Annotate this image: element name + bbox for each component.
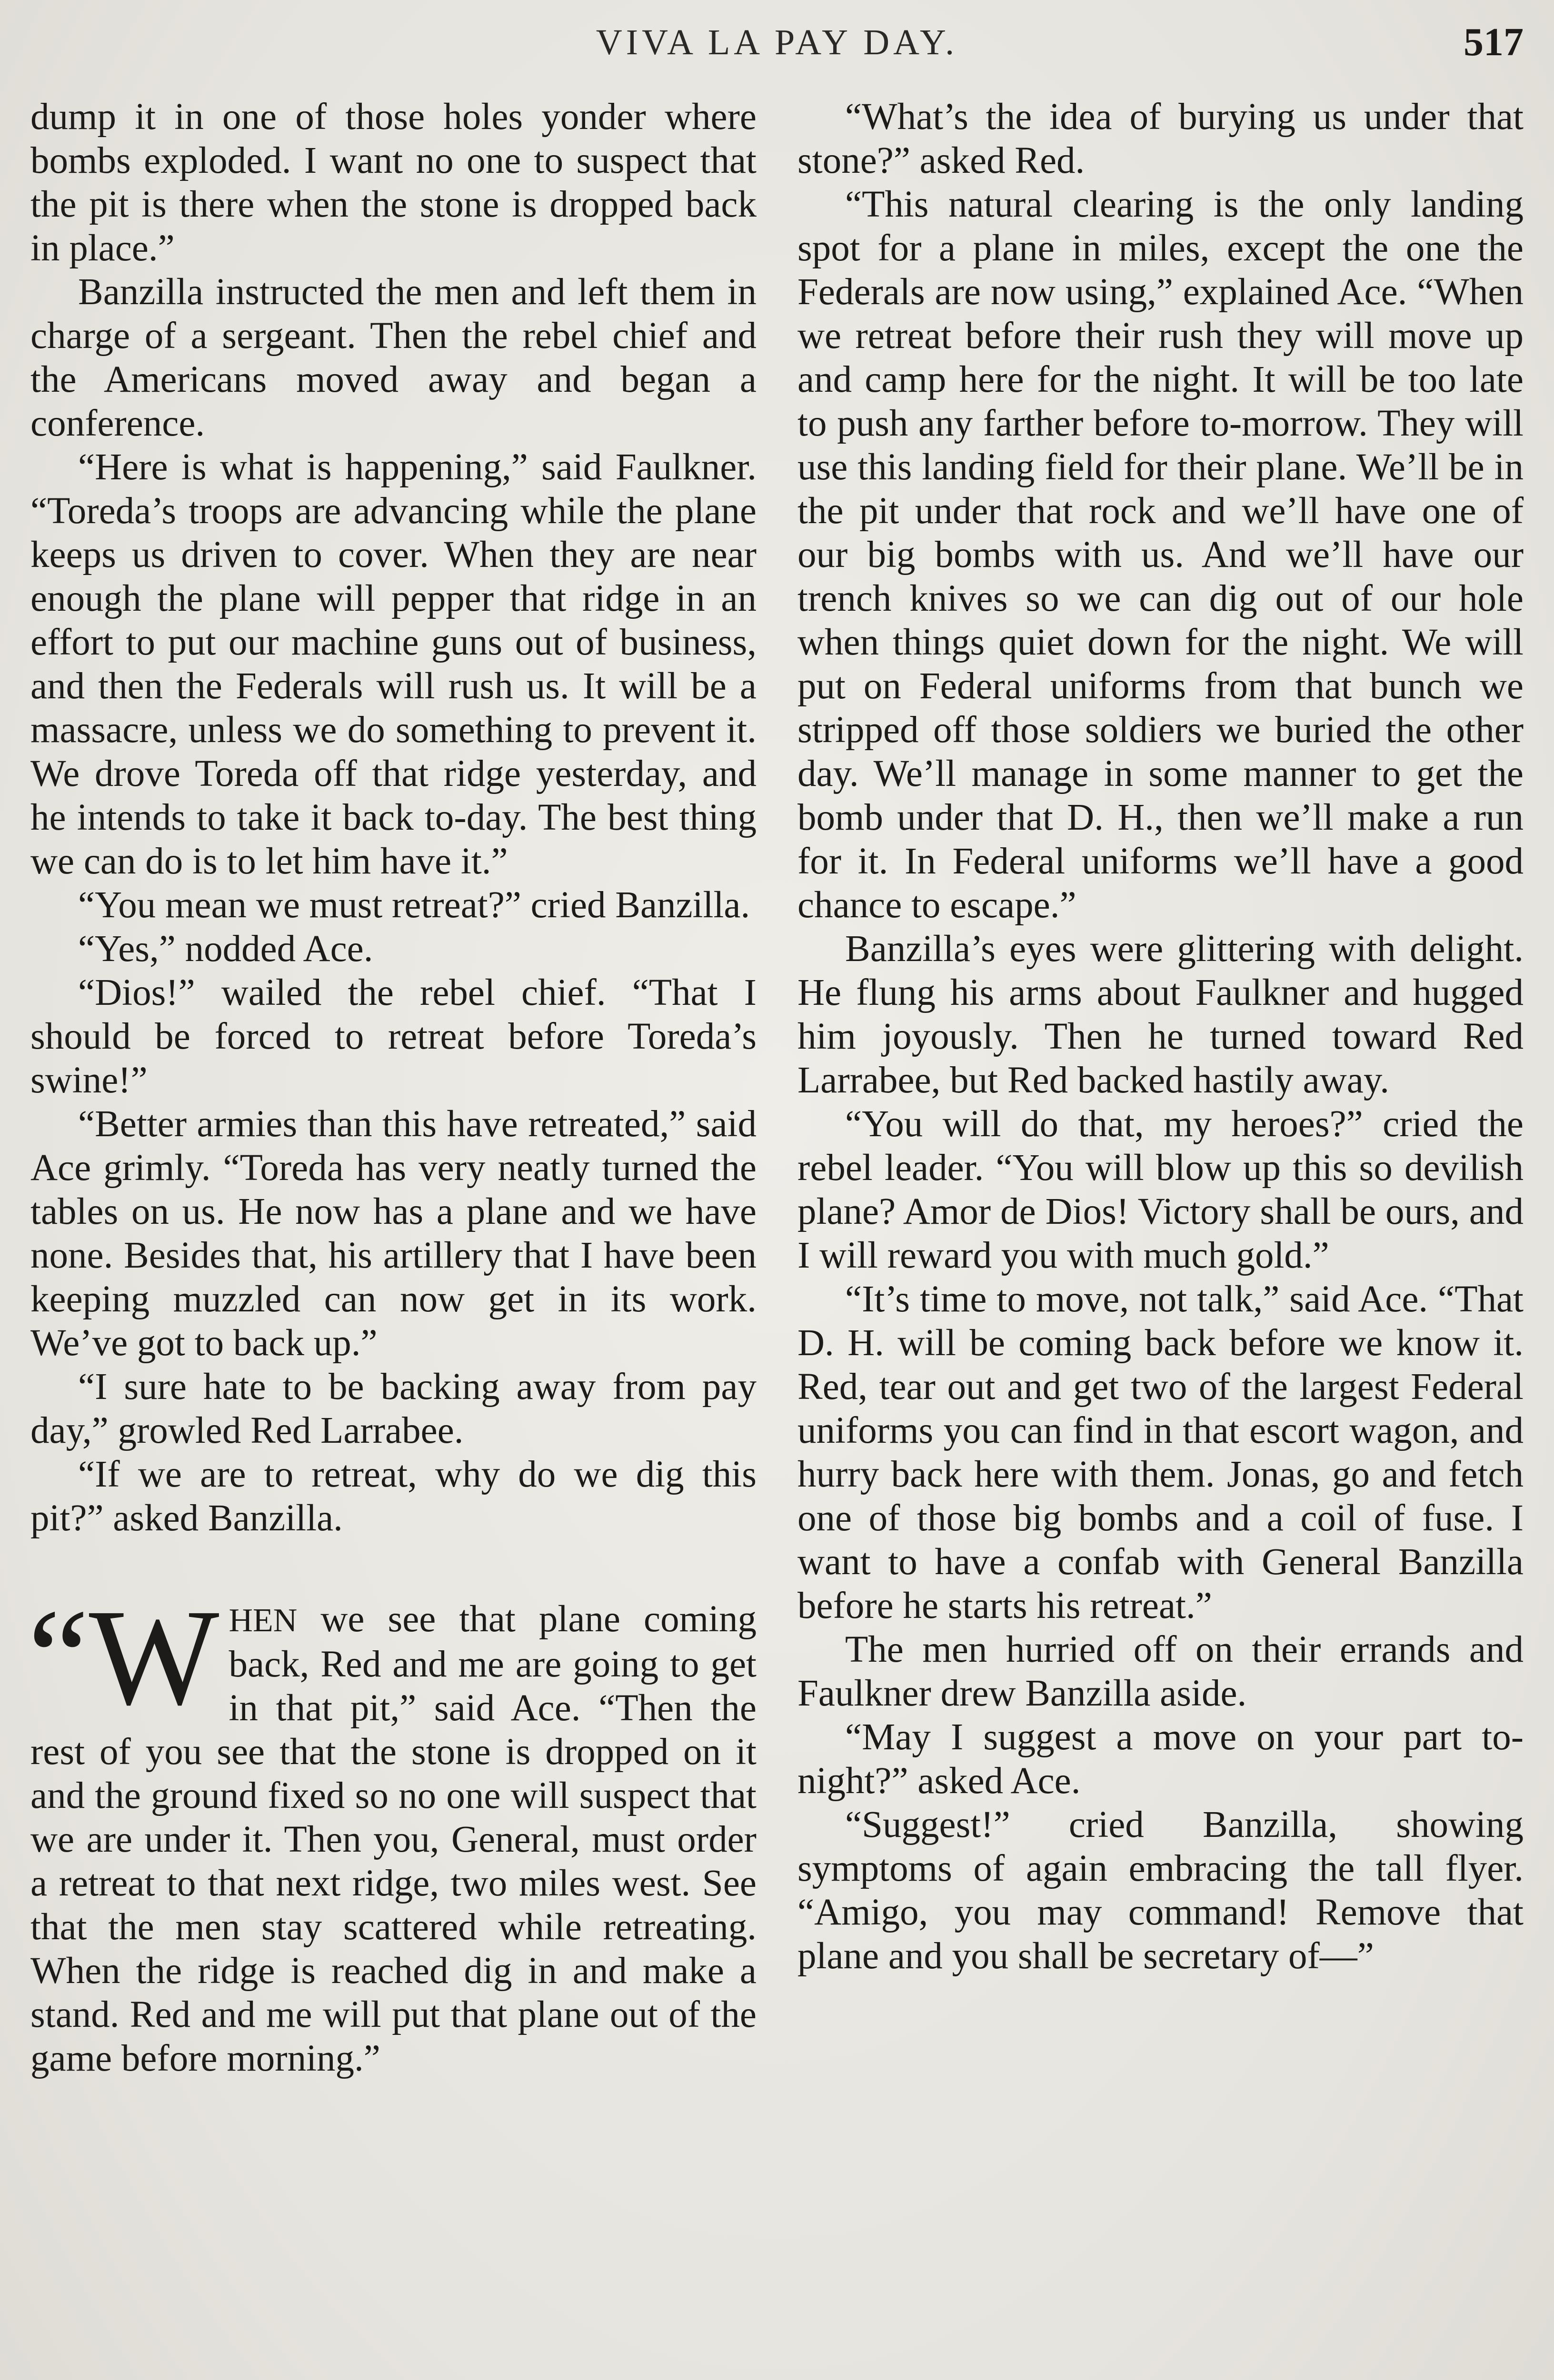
paragraph: “Here is what is happening,” said Faulkner. “Toreda’s troops are advancing while the plane keeps us driven to cover. When they are near enough the plane will pepper that ridge in an effort to put our machine guns out of business, and then the Federals will rush us. It will be a massacre, unless we do something to prevent it. We drove Toreda off that ridge yesterday, and he intends to take it back to-day. The best thing we can do is to let him have it.” [30,446,757,882]
dropcap-paragraph-text: we see that plane coming back, Red and me are going to get in that pit,” said Ace. “Then the rest of you see that the stone is dropped on it and the ground fixed so no one will suspect that we are under it. Then you, General, must order a retreat to that next ridge, two miles west. See that the men stay scattered while retreating. When the ridge is reached dig in and make a stand. Red and me will put that plane out of the game before morning.” [30,1598,757,2079]
paragraph: Banzilla instructed the men and left them in charge of a sergeant. Then the rebel chief and the Americans moved away and began a conference. [30,271,757,444]
paragraph: “If we are to retreat, why do we dig this pit?” asked Banzilla. [30,1454,757,1539]
paragraph: “You will do that, my heroes?” cried the rebel leader. “You will blow up this so devilish plane? Amor de Dios! Victory shall be ours, and I will reward you with much gold.” [797,1103,1524,1276]
paragraph: dump it in one of those holes yonder where bombs exploded. I want no one to suspect that the pit is there when the stone is dropped back in place.” [30,96,757,269]
dropcap-paragraph [28,1581,757,2081]
paragraph: The men hurried off on their errands and Faulkner drew Banzilla aside. [797,1629,1524,1714]
left-column [30,95,757,2380]
drop-cap [28,1581,219,1734]
paragraph: “You mean we must retreat?” cried Banzilla. [78,884,750,926]
paragraph: “I sure hate to be backing away from pay day,” growled Red Larrabee. [30,1366,757,1451]
dropcap-lead-word: HEN [229,1602,298,1639]
dropcap-letter: W [89,1581,219,1734]
running-title: VIVA LA PAY DAY. [596,22,958,62]
page-header [30,12,1524,65]
paragraph: “May I suggest a move on your part to-night?” asked Ace. [797,1716,1524,1802]
paragraph: “What’s the idea of burying us under that stone?” asked Red. [797,96,1524,181]
paragraph: “Dios!” wailed the rebel chief. “That I should be forced to retreat before Toreda’s swine!” [30,972,757,1101]
dropcap-open-quote: “ [28,1581,89,1734]
text-columns [30,95,1524,2380]
paragraph: “It’s time to move, not talk,” said Ace. “That D. H. will be coming back before we know it. Red, tear out and get two of the largest Federal uniforms you can find in that escort wagon, and hurry back here with them. Jonas, go and fetch one of those big bombs and a coil of fuse. I want to have a confab with General Banzilla before he starts his retreat.” [797,1279,1524,1626]
paragraph: Banzilla’s eyes were glittering with delight. He flung his arms about Faulkner and hugged him joyously. Then he turned toward Red Larrabee, but Red backed hastily away. [797,928,1524,1101]
right-column [797,95,1524,2380]
paragraph: “Suggest!” cried Banzilla, showing symptoms of again embracing the tall flyer. “Amigo, you may command! Remove that plane and you shall be secretary of—” [797,1804,1524,1977]
paragraph: “Better armies than this have retreated,” said Ace grimly. “Toreda has very neatly turned the tables on us. He now has a plane and we have none. Besides that, his artillery that I have been keeping muzzled can now get in its work. We’ve got to back up.” [30,1103,757,1364]
page-number: 517 [1464,20,1524,64]
paragraph: “Yes,” nodded Ace. [78,928,373,970]
paragraph: “This natural clearing is the only landing spot for a plane in miles, except the one the Federals are now using,” explained Ace. “When we retreat before their rush they will move up and camp here for the night. It will be too late to push any farther before to-morrow. They will use this landing field for their plane. We’ll be in the pit under that rock and we’ll have one of our big bombs with us. And we’ll have our trench knives so we can dig out of our hole when things quiet down for the night. We will put on Federal uniforms from that bunch we stripped off those soldiers we buried the other day. We’ll manage in some manner to get the bomb under that D. H., then we’ll make a run for it. In Federal uniforms we’ll have a good chance to escape.” [797,184,1524,926]
